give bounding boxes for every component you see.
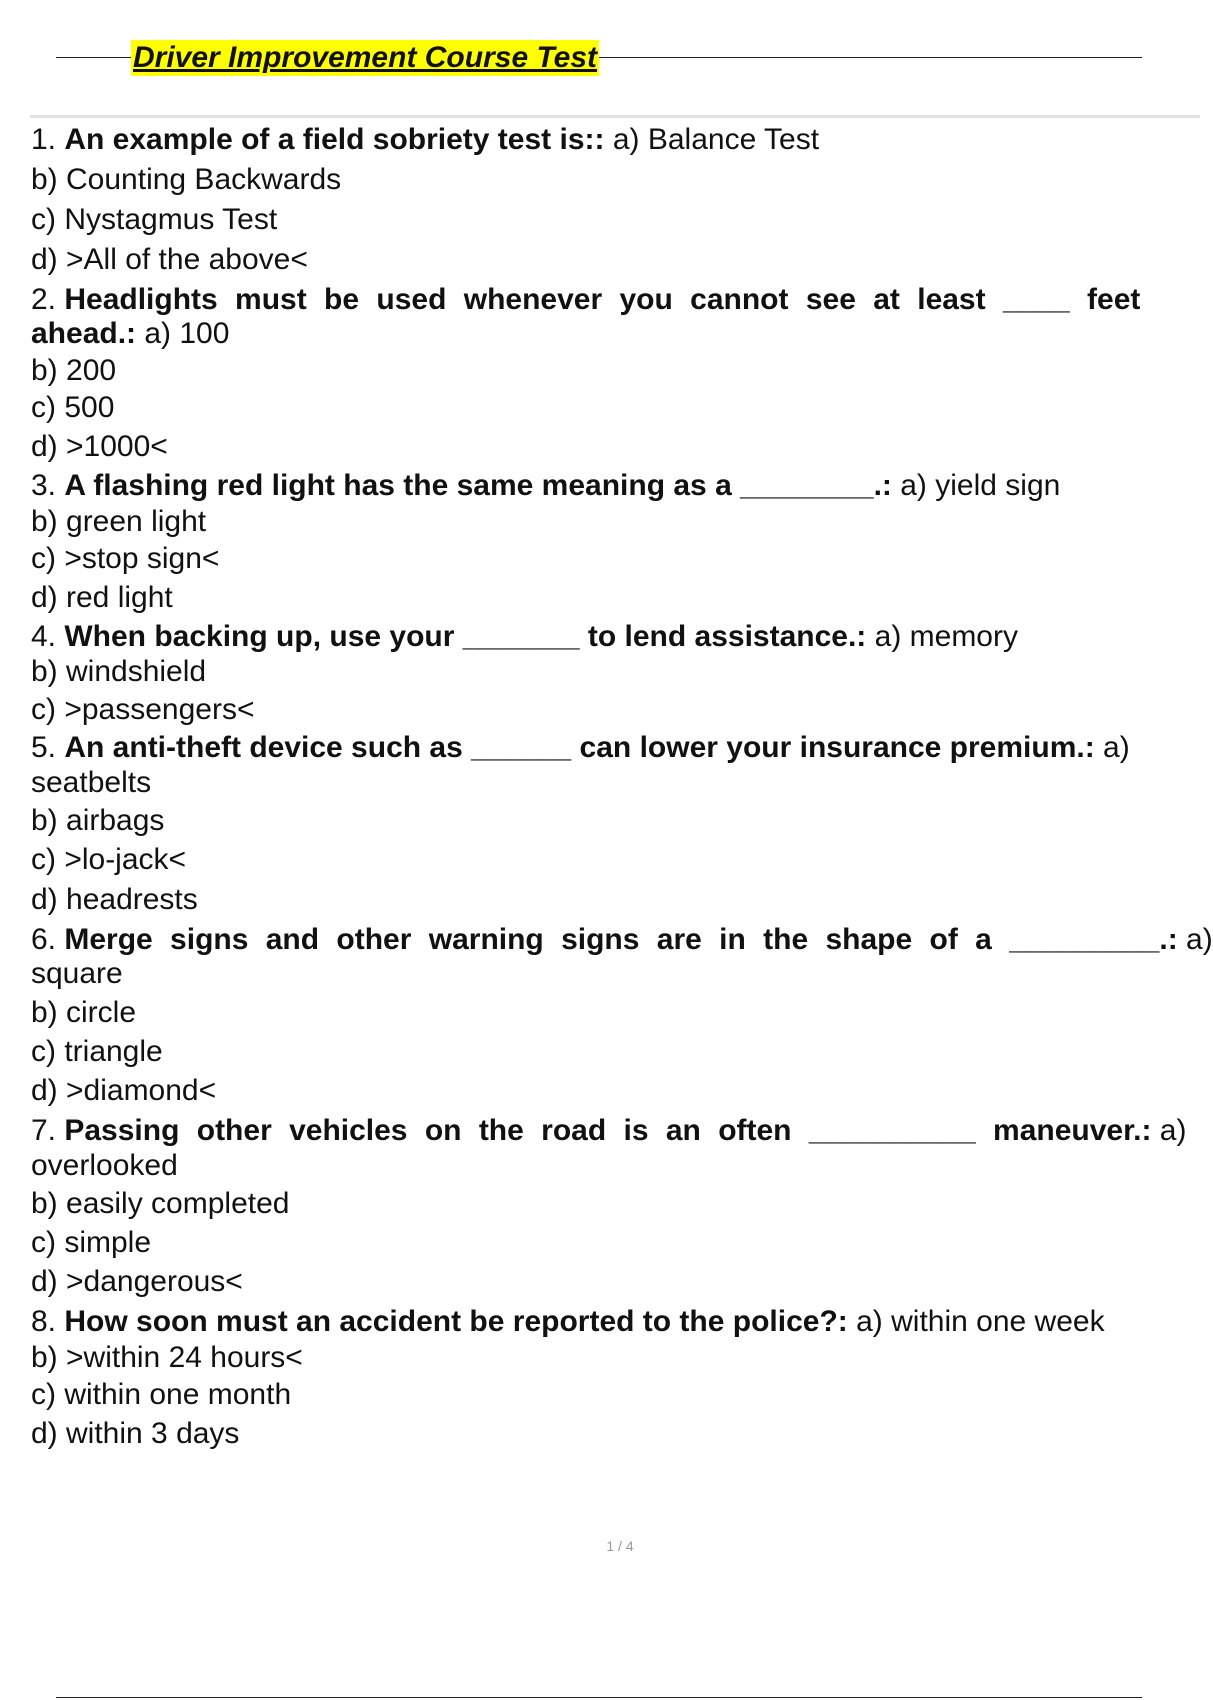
question-text: Headlights must be used whenever you cannot see at least ____ feet <box>64 283 1141 316</box>
answer-option: a) 100 <box>136 317 230 350</box>
question-4 <box>31 619 1018 655</box>
question-text: A flashing red light has the same meaning as a ________.: <box>64 469 892 502</box>
question-number: 3. <box>31 469 65 502</box>
question-2 <box>31 282 1140 318</box>
answer-option: seatbelts <box>31 766 152 799</box>
answer-option: c) simple <box>31 1226 152 1259</box>
footer-rule <box>56 1697 1142 1698</box>
answer-option: a) yield sign <box>891 469 1061 502</box>
answer-option: a) within one week <box>847 1305 1105 1338</box>
question-text: An anti-theft device such as ______ can lower your insurance premium.: <box>64 731 1095 764</box>
answer-option: c) >lo-jack< <box>31 843 187 876</box>
answer-option: c) >passengers< <box>31 693 255 726</box>
question-text: Passing other vehicles on the road is an often __________ maneuver.: <box>64 1114 1152 1147</box>
page-title: Driver Improvement Course Test <box>133 41 598 74</box>
answer-option: b) easily completed <box>31 1187 290 1220</box>
answer-option: c) within one month <box>31 1378 292 1411</box>
question-number: 4. <box>31 620 65 653</box>
answer-option: b) circle <box>31 996 137 1029</box>
answer-option: c) Nystagmus Test <box>31 203 278 236</box>
question-2-cont <box>31 316 229 352</box>
answer-option: a) <box>1177 923 1213 956</box>
question-1 <box>31 122 819 158</box>
answer-option: b) windshield <box>31 655 207 688</box>
question-number: 8. <box>31 1305 65 1338</box>
answer-option: overlooked <box>31 1149 178 1182</box>
answer-option: c) 500 <box>31 391 115 424</box>
answer-option: b) airbags <box>31 804 165 837</box>
answer-option: d) >All of the above< <box>31 243 308 276</box>
question-number: 6. <box>31 923 65 956</box>
answer-option: a) <box>1151 1114 1187 1147</box>
answer-option: square <box>31 957 123 990</box>
question-number: 2. <box>31 283 65 316</box>
question-number: 1. <box>31 123 65 156</box>
answer-option: b) Counting Backwards <box>31 163 342 196</box>
answer-option: d) headrests <box>31 883 198 916</box>
question-text: How soon must an accident be reported to the police?: <box>64 1305 848 1338</box>
page-number: 1 / 4 <box>606 1538 634 1554</box>
question-list <box>31 0 1213 1700</box>
answer-option: a) <box>1094 731 1130 764</box>
answer-option: c) >stop sign< <box>31 542 220 575</box>
answer-option: c) triangle <box>31 1035 163 1068</box>
answer-option: a) Balance Test <box>604 123 820 156</box>
answer-option: d) red light <box>31 581 173 614</box>
answer-option: b) 200 <box>31 354 117 387</box>
answer-option: b) >within 24 hours< <box>31 1341 303 1374</box>
question-7 <box>31 1113 1186 1149</box>
question-text: An example of a field sobriety test is:: <box>64 123 605 156</box>
question-8 <box>31 1304 1105 1340</box>
answer-option: b) green light <box>31 505 207 538</box>
answer-option: d) >dangerous< <box>31 1265 243 1298</box>
answer-option: a) memory <box>866 620 1018 653</box>
question-6 <box>31 922 1213 958</box>
answer-option: d) within 3 days <box>31 1417 240 1450</box>
answer-option: d) >diamond< <box>31 1074 217 1107</box>
question-text: ahead.: <box>31 317 137 350</box>
question-text: Merge signs and other warning signs are in the shape of a _________.: <box>64 923 1178 956</box>
question-3 <box>31 468 1060 504</box>
question-5 <box>31 730 1130 766</box>
question-text: When backing up, use your _______ to lend assistance.: <box>64 620 867 653</box>
question-number: 7. <box>31 1114 65 1147</box>
question-number: 5. <box>31 731 65 764</box>
answer-option: d) >1000< <box>31 430 168 463</box>
